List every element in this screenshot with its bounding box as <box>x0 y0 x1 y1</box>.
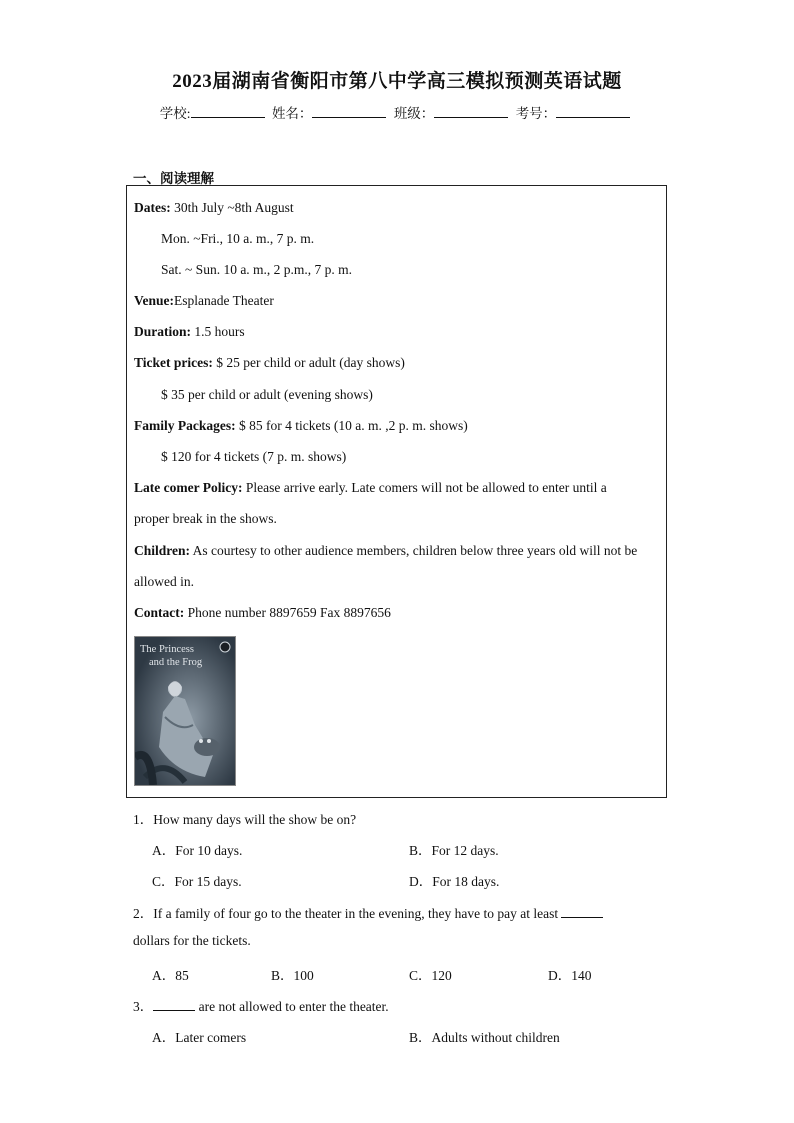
q3-stem-text: are not allowed to enter the theater. <box>195 999 389 1014</box>
q1-option-d[interactable]: D．For 18 days. <box>409 874 500 889</box>
dates-row <box>134 200 294 216</box>
ticket-row <box>134 355 405 371</box>
q1-option-b[interactable]: B．For 12 days. <box>409 843 499 858</box>
name-blank[interactable] <box>312 105 386 118</box>
late-label: Late comer Policy: <box>134 480 243 495</box>
duration-value: 1.5 hours <box>191 324 245 339</box>
venue-value: Esplanade Theater <box>174 293 274 308</box>
contact-row <box>134 605 391 621</box>
question-2-stem <box>133 902 603 922</box>
children-label: Children: <box>134 543 191 558</box>
q3-option-b[interactable]: B．Adults without children <box>409 1030 560 1045</box>
family-row <box>134 418 468 434</box>
class-blank[interactable] <box>434 105 508 118</box>
late-line2: proper break in the shows. <box>134 511 277 526</box>
late-row <box>134 480 607 496</box>
dates-label: Dates: <box>134 200 171 215</box>
q2-option-d[interactable]: D．140 <box>548 968 592 983</box>
weekday-times: Mon. ~Fri., 10 a. m., 7 p. m. <box>161 231 315 246</box>
q2-option-c[interactable]: C．120 <box>409 968 452 983</box>
contact-label: Contact: <box>134 605 185 620</box>
question-2-stem-line2: dollars for the tickets. <box>133 933 251 948</box>
family-day: $ 85 for 4 tickets (10 a. m. ,2 p. m. shows) <box>235 418 468 433</box>
school-blank[interactable] <box>191 105 265 118</box>
ticket-evening: $ 35 per child or adult (evening shows) <box>161 387 373 402</box>
book-cover-illustration <box>135 637 235 785</box>
exam-title: 2023届湖南省衡阳市第八中学高三模拟预测英语试题 <box>172 71 622 92</box>
student-info-line <box>0 102 794 122</box>
question-3-stem <box>133 995 389 1015</box>
contact-value: Phone number 8897659 Fax 8897656 <box>184 605 391 620</box>
school-label: 学校: <box>159 106 191 121</box>
q3-number: 3． <box>133 999 154 1014</box>
name-label: 姓名： <box>271 106 313 121</box>
weekend-times: Sat. ~ Sun. 10 a. m., 2 p.m., 7 p. m. <box>161 262 353 277</box>
children-row <box>134 543 637 559</box>
q3-answer-blank[interactable] <box>153 998 195 1011</box>
q1-option-a[interactable]: A．For 10 days. <box>152 843 243 858</box>
duration-label: Duration: <box>134 324 191 339</box>
cover-title-line2: and the Frog <box>149 657 203 668</box>
q2-answer-blank[interactable] <box>561 905 603 918</box>
q1-option-c[interactable]: C．For 15 days. <box>152 874 242 889</box>
exam-number-label: 考号： <box>515 106 557 121</box>
q2-stem-text: 2．If a family of four go to the theater in the evening, they have to pay at least <box>133 906 562 921</box>
passage-box <box>126 185 667 798</box>
exam-number-blank[interactable] <box>556 105 630 118</box>
children-line1: As courtesy to other audience members, children below three years old will not be <box>190 543 638 558</box>
publisher-logo-icon <box>220 642 230 652</box>
family-evening: $ 120 for 4 tickets (7 p. m. shows) <box>161 449 347 464</box>
duration-row <box>134 324 245 340</box>
late-line1: Please arrive early. Late comers will not be allowed to enter until a <box>242 480 607 495</box>
cover-title-line1: The Princess <box>140 644 194 655</box>
ticket-day: $ 25 per child or adult (day shows) <box>212 355 405 370</box>
family-label: Family Packages: <box>134 418 236 433</box>
ticket-label: Ticket prices: <box>134 355 213 370</box>
section-title: 一、阅读理解 <box>133 171 214 186</box>
q2-option-b[interactable]: B．100 <box>271 968 314 983</box>
class-label: 班级： <box>393 106 435 121</box>
q3-option-a[interactable]: A．Later comers <box>152 1030 247 1045</box>
question-1-stem: 1．How many days will the show be on? <box>133 812 357 827</box>
q2-option-a[interactable]: A．85 <box>152 968 189 983</box>
children-line2: allowed in. <box>134 574 194 589</box>
book-cover-image <box>134 636 236 786</box>
venue-label: Venue: <box>134 293 175 308</box>
dates-value: 30th July ~8th August <box>170 200 294 215</box>
venue-row <box>134 293 274 309</box>
